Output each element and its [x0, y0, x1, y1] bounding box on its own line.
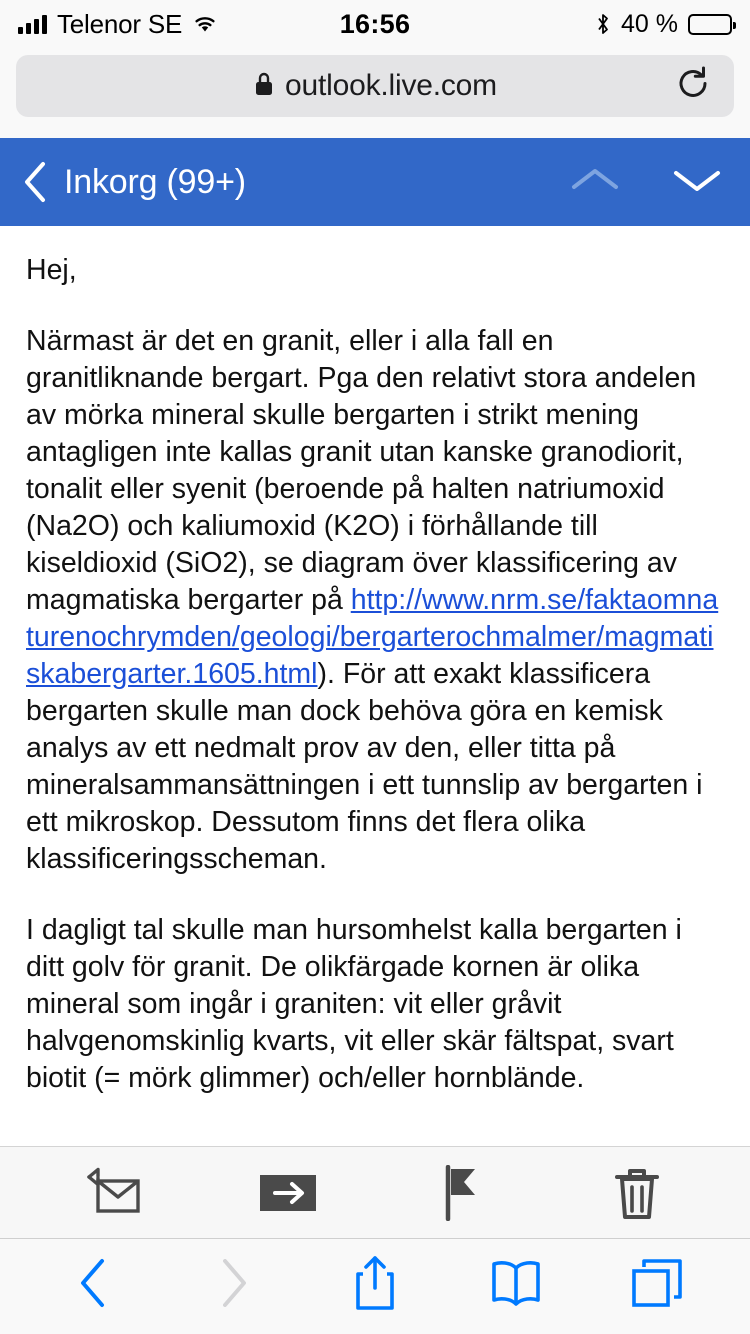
external-link[interactable]: http://www.nrm.se/faktaomnaturenochrymden/geologi/bergarterochmalmer/magmatiskabergarter.1605.html [26, 584, 719, 690]
carrier-label: Telenor SE [57, 8, 183, 39]
status-bar-right [595, 10, 732, 39]
back-to-inbox-label[interactable]: Inkorg (99+) [64, 162, 246, 201]
message-content [26, 252, 724, 1097]
trash-icon[interactable] [597, 1157, 677, 1229]
tabs-icon[interactable] [618, 1244, 696, 1322]
paragraph-3-text: ). För att exakt klassificera bergarten skulle man dock behöva göra en kemisk analys av ett nedmalt prov av den, eller titta på mineralsammansättningen i ett tunnslip av bergarten i ett mikroskop. Dessutom finns det flera olika klassificeringsscheman. [26, 658, 703, 875]
battery-percent-label: 40 % [621, 9, 678, 38]
forward-icon [195, 1244, 273, 1322]
status-bar-left [18, 9, 218, 40]
clock-label: 16:56 [339, 8, 411, 39]
wifi-icon [192, 14, 218, 34]
status-bar [0, 0, 750, 48]
forward-arrow-icon[interactable] [248, 1157, 328, 1229]
flag-icon[interactable] [422, 1157, 502, 1229]
message-paragraph-4: I dagligt tal skulle man hursomhelst kalla bergarten i ditt golv för granit. De olikfärgade kornen är olika mineral som ingår i graniten: vit eller gråvit halvgenomskinlig kvarts, vit eller skär fältspat, svart biotit (= mörk glimmer) och/eller hornblände. [26, 914, 682, 1094]
safari-bottom-toolbar [0, 1238, 750, 1334]
paragraph-2-text: Närmast är det en granit, eller i alla fall en granitliknande bergart. Pga den relativt stora andelen av mörka mineral skulle bergarten i strikt mening antagligen inte kallas granit utan kanske granodiorit, tonalit eller syenit (beroende på halten natriumoxid (Na2O) och kaliumoxid (K2O) i förhållande till kiseldioxid (SiO2), se diagram över klassificering av magmatiska bergarter på [26, 325, 697, 616]
share-icon[interactable] [336, 1244, 414, 1322]
chevron-left-icon[interactable] [22, 160, 48, 204]
mail-header-nav [570, 165, 728, 200]
url-text: outlook.live.com [285, 69, 497, 102]
mail-action-toolbar [0, 1146, 750, 1238]
reply-icon[interactable] [73, 1157, 153, 1229]
browser-toolbar [0, 48, 750, 138]
mail-header [0, 138, 750, 226]
message-paragraph-1: Hej, [26, 254, 77, 286]
bluetooth-icon [595, 12, 611, 36]
chevron-up-icon[interactable] [570, 165, 620, 200]
bookmarks-icon[interactable] [477, 1244, 555, 1322]
back-icon[interactable] [54, 1244, 132, 1322]
battery-icon [688, 14, 732, 35]
message-body[interactable] [0, 226, 750, 1146]
lock-icon [253, 70, 275, 103]
chevron-down-icon[interactable] [672, 165, 722, 200]
message-paragraph-2 [26, 323, 724, 878]
reload-icon[interactable] [674, 65, 712, 108]
address-bar[interactable] [16, 55, 734, 117]
cellular-signal-icon [18, 14, 47, 34]
